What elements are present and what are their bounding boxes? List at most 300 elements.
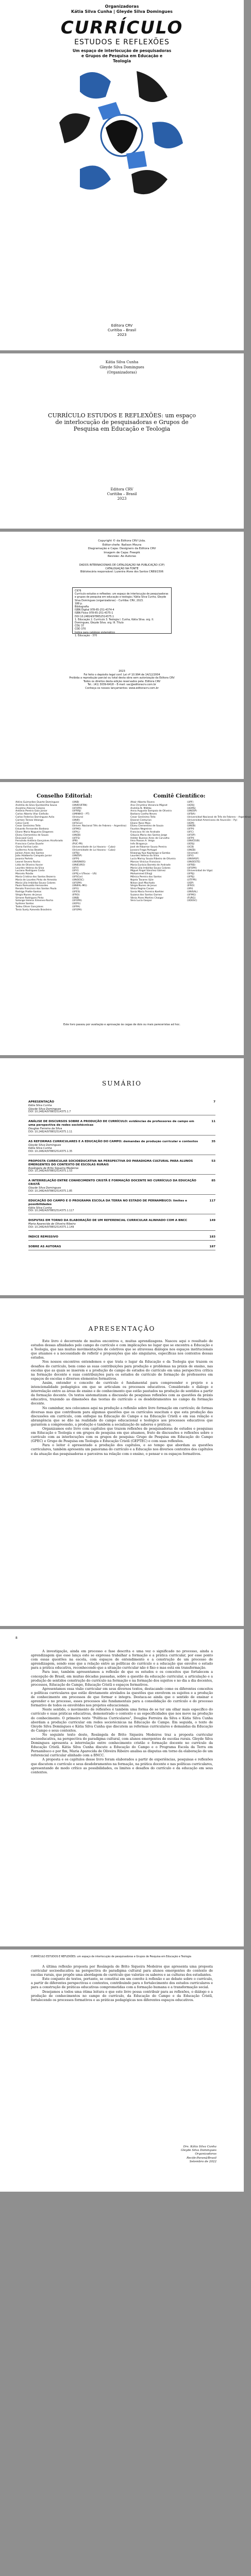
- member-institution: (UNISAL): [187, 890, 198, 893]
- member-institution: (UCB): [187, 845, 194, 849]
- member-name: Sonia Maria Ferreira Koehler: [130, 890, 164, 893]
- toc-entry-title: EDUCAÇÃO DO CAMPO E O PROGRAMA ESCOLA DA TERRA NO ESTADO DE PERNAMBUCO: limites e possibilidades: [28, 1199, 187, 1206]
- member-institution: (UNESP): [72, 855, 82, 858]
- member-institution: (UFC): [187, 831, 194, 834]
- toc-entry-author: Kátia Silva Cunha: [28, 1104, 52, 1107]
- member-name: Sérgio Nunes de Jesus: [130, 885, 157, 888]
- member-institution: (UFOPA): [72, 908, 82, 911]
- presentation-body: [31, 1340, 213, 1456]
- cover-shape: [137, 71, 168, 102]
- member-institution: (UFBA): [187, 813, 195, 816]
- member-name: Rodrigo Pratte-Santos: [15, 890, 42, 893]
- member-institution: (UFSCar): [72, 875, 83, 878]
- publisher-line: 2023: [117, 497, 127, 501]
- catalog-card-line: Bibliografia: [75, 606, 89, 609]
- member-institution: (Universidade de La Havana – Cuba): [72, 845, 115, 849]
- toc-entry-doi: DOI: 10.24824/978652514375.1.149: [28, 1226, 74, 1229]
- catalog-card-line: CDD 370: [75, 628, 86, 631]
- member-institution: (UNEB): [72, 834, 81, 837]
- page7-body: [31, 1650, 213, 1775]
- member-institution: (UNIR/UFRN): [72, 804, 88, 807]
- cover-shape: [152, 122, 183, 148]
- member-name: Helder Buenos Aires de Carvalho: [130, 837, 170, 840]
- member-institution: (UNIR): [72, 819, 80, 822]
- member-name: Lourdes Helena da Silva: [130, 855, 159, 858]
- member-name: Lourdes Helena da Silva: [15, 867, 44, 870]
- member-institution: (Univer. Nacional Três de Febrero – Argentina): [72, 825, 127, 828]
- toc-entry-page: 183: [209, 1235, 215, 1239]
- signature-line: Organizadoras: [195, 2153, 216, 2156]
- footer-line: Todos os direitos desta edição reservados pela: Editora CRV: [83, 680, 161, 683]
- copyright-page: [0, 532, 244, 779]
- member-name: Ana Chrystina Venancio Mignot: [130, 804, 168, 807]
- name-line: (Organizadoras): [107, 370, 137, 375]
- toc-entry-title: APRESENTAÇÃO: [28, 1100, 54, 1104]
- toc-divider: [28, 1174, 215, 1175]
- member-name: Antônio Pereira Gaio Júnior: [15, 810, 47, 813]
- member-institution: (UFOPA): [72, 882, 82, 885]
- toc-entry-author: Gleyde Silva Domingues: [28, 1107, 61, 1111]
- member-institution: (UTFPR): [187, 878, 197, 882]
- member-institution: (UNEB): [187, 825, 196, 828]
- cover-publisher: [0, 324, 244, 337]
- toc-entry-title: AS REFORMAS CURRICULARES E A EDUCAÇÃO DO CAMPO: demandas de produção curricular e contextos: [28, 1140, 198, 1143]
- member-institution: (UPF): [187, 801, 194, 804]
- toc-entry: [28, 1140, 215, 1155]
- footer-line: Conheça os nossos lançamentos: www.editoracrv.com.br: [85, 686, 159, 690]
- member-institution: (UFRRJ): [72, 810, 81, 813]
- paragraph: No caminhar, nos colocamos aqui na produção a reflexão sobre livre formação em currículo; de formas diversas mas que contribuem para algumas questões que os currículos suscitam e que esta produção das discussões em currículo, com enfoque na Educação do Campo e na Educação Cristã e em sua relação e abrangência que se dão na realidade do campo educacional e teológico aos processos educativos que garantem a compreensão, a produção e também a socialização de saberes e práticas.: [31, 1406, 213, 1427]
- paragraph: Para isso, também apresentamos a reflexão de que os estudos e os conceitos que fortalecem a concepção de Brasil, em muitas décadas passadas, sobre a questão da educação curricular, a articulação e a produção de sentidos construção do currículo na formação e na formação dos sujeitos e no dia a dia docentes, processos, Educação do Campo, Educação Cristã e espaços formativos.: [31, 1670, 213, 1687]
- member-name: Francisco Ari de Andrade: [130, 831, 160, 834]
- member-institution: (UFV): [72, 867, 79, 870]
- member-institution: (IFRO): [187, 885, 195, 888]
- paragraph: Organizamos este livro com capítulos que trazem reflexões de pesquisadoras de estudos e pesquisas em Educação e Teologia e em grupos de pesquisa em que atuamos, fruto de discussões e reflexões sobre o currículo com as interlocuções com os grupos de pesquisa: Grupo de Pesquisa em Educação do Campo (GPEC) e Grupo de Pesquisa em Teologia e Educação Cristã (GEPTEC) e com suas reflexões.: [31, 1427, 213, 1444]
- paragraph: A última reflexão proposta por Rosângela de Brito Siqueira Medeiros que apresenta uma proposta curricular socioeducativa na perspectiva do paradigma cultural para alunos emergentes do contexto de escolas rurais, que propõe uma abordagem de currículo que valorize os saberes e as culturas dos estudantes.: [31, 1965, 213, 1977]
- toc-page: [0, 1058, 244, 1295]
- presentation-page-final: [0, 1950, 244, 2192]
- member-institution: (UFV): [72, 870, 79, 873]
- member-institution: (IPB): [72, 840, 78, 843]
- title-page: [0, 353, 244, 529]
- paragraph: Neste sentido, o movimento de reflexões é também uma forma de se ter um olhar mais específico do currículo e suas práticas educativas, demonstrado o contexto e as especificidades que nos move na produção do conhecimento. O primeiro texto "Políticas Curriculares", Douglas Ferreira da Silva e Kátia Silva Cunha abordam a produção curricular em redes sociotécnicas na Educação do Campo. Em seguida, o texto de Gleyde Silva Domingues e Kátia Silva Cunha que discutem as reformas curriculares e demandas da Educação do Campo e seus contextos.: [31, 1708, 213, 1733]
- cover-description: Um espaço de interlocução de pesquisadoras e Grupos de Pesquisa em Educação e Teologia: [72, 48, 172, 63]
- toc-entry-row: [28, 1199, 215, 1207]
- member-name: Cesar Gerónimo Tello: [15, 825, 41, 828]
- editorial-council: [15, 793, 127, 911]
- member-name: Mônica Pereira dos Santos: [130, 875, 162, 878]
- member-institution: (UNEB): [187, 849, 196, 852]
- member-name: Nilson José Machado: [130, 882, 155, 885]
- toc-entry: [28, 1100, 215, 1115]
- toc-entry-doi: DOI: 10.24824/978652514375.1.7: [28, 1111, 71, 1113]
- member-name: Jussara Fraga Portugal: [130, 849, 157, 852]
- name-line: Gleyde Silva Domingues: [99, 365, 144, 369]
- toc-entry-doi: DOI: 10.24824/978652514375.1.85: [28, 1190, 73, 1193]
- cover-subtitle: ESTUDOS E REFLEXÕES: [74, 38, 170, 46]
- member-institution: (UFRB): [187, 863, 195, 867]
- member-name: Paulo Romualdo Hernandes: [15, 885, 48, 888]
- member-institution: (UFOPA): [187, 867, 197, 870]
- member-institution: (Universidad Nacional de Três de Febrero – Argentina): [187, 816, 251, 819]
- member-name: Barbara Coelho Neves: [130, 813, 157, 816]
- cover-shape: [126, 151, 147, 169]
- toc-list: [28, 1100, 215, 1255]
- cover-shape: [80, 72, 111, 98]
- member-institution: (FURG): [187, 896, 196, 900]
- member-name: Altair Alberto Fávero: [130, 801, 155, 804]
- toc-entry-row: [28, 1235, 215, 1239]
- cover-artwork: [49, 66, 195, 205]
- toc-entry-author: Maria Aparecida de Oliveira Ribeiro: [28, 1223, 76, 1226]
- member-institution: (UFAL): [72, 831, 80, 834]
- member-name: Carlos Federico Domínguez Avila: [15, 816, 55, 819]
- copyright-footer: [0, 670, 244, 690]
- member-name: Celso Conti: [15, 822, 29, 825]
- member-name: Lucia Marisy Souza Ribeiro de Oliveira: [130, 858, 176, 861]
- member-name: Simone Rodrigues Pinto: [15, 896, 44, 900]
- toc-entry-title: A INTERRELAÇÃO ENTRE CONHECIMENTO CRISTÃ E FORMAÇÃO DOCENTE NO CURRÍCULO DA EDUCAÇÃO CRISTÃ: [28, 1179, 196, 1186]
- member-institution: (UFV): [187, 855, 194, 858]
- councils-page: [0, 782, 251, 1055]
- editorial-council-list: [15, 801, 127, 911]
- footer-line: Foi feito o depósito legal conf. Lei nº 10.994 de 14/12/2004: [83, 673, 160, 676]
- catalog-card-line: DOI 10.24824/978652514375.1: [75, 615, 114, 618]
- toc-entry: [28, 1160, 215, 1175]
- member-institution: (Universidad Americana de Asunción – Py): [187, 819, 238, 822]
- member-institution: (UNESP): [187, 810, 197, 813]
- member-name: Vera Lucia Gaspar: [130, 900, 152, 903]
- presentation-title: APRESENTAÇÃO: [88, 1325, 156, 1332]
- toc-divider: [28, 1240, 215, 1241]
- member-name: Fernando Antônio Gonçalves Alcoforado: [15, 840, 63, 843]
- member-institution: (UFG): [72, 888, 79, 891]
- member-name: Maria Eurácia Barreto de Andrade: [130, 863, 171, 867]
- member-name: Renato Francisco dos Santos Paula: [15, 888, 57, 891]
- member-institution: (UNB): [72, 896, 79, 900]
- catalog-line: CATALOGAÇÃO NA FONTE: [105, 567, 139, 570]
- title-page-publisher: [0, 487, 244, 501]
- member-name: Maria Lília Imbiriba Sousa Colares: [130, 867, 171, 870]
- cover-shape: [80, 165, 111, 190]
- catalog-card-line: ISBN Digital 978-65-251-4374-4: [75, 609, 114, 612]
- paragraph: Assim, entender o conceito de currículo é fundamental para compreender o projeto e a intencionalidade pedagógica em que se articulam os processos educativos. Considerado o diálogo e interrelação entre as áreas de ensino e de conhecimento que estão pautados na produção de sentidos a partir da formação docente. Os textos sistematizam a discussão de pesquisas reflexões com as questões da práxis educativa, trazendo as dimensões das teorias do currículo e os desdobramentos no campo da formação docente.: [31, 1381, 213, 1406]
- member-institution: (USP): [187, 882, 194, 885]
- member-name: Gláucia Maria dos Santos Jorge: [130, 834, 168, 837]
- toc-entry-doi: DOI: 10.24824/978652514375.1.35: [28, 1150, 73, 1153]
- toc-divider: [28, 1194, 215, 1195]
- publisher-line: Editora CRV: [111, 324, 133, 328]
- member-name: Josania Portela: [15, 858, 33, 861]
- publisher-line: 2023: [117, 333, 127, 337]
- member-name: Solange Helena Ximenes-Rocha: [15, 900, 54, 903]
- member-name: Maria de Lourdes Pinto de Almeida: [15, 878, 57, 882]
- member-name: Fauston Negreiros: [130, 828, 152, 831]
- member-institution: (Unieuro): [72, 816, 83, 819]
- scientific-committee: [130, 793, 251, 911]
- footer-line: 2023: [119, 670, 125, 673]
- toc-entry: [28, 1199, 215, 1215]
- catalog-card-line: CDU 37: [75, 625, 85, 628]
- toc-entry-page: 53: [211, 1159, 215, 1163]
- member-name: Elione Maria Nogueira Diogenes: [15, 831, 54, 834]
- toc-entry-row: [28, 1120, 215, 1127]
- member-institution: (UFRJ): [187, 875, 195, 878]
- member-institution: (UERJ): [187, 843, 195, 846]
- member-name: Gloria Fariñas León: [15, 845, 38, 849]
- member-name: Maria Lília Imbiriba Sousa Colares: [15, 882, 56, 885]
- credit-line: Editor-chefe: Railson Moura: [102, 543, 142, 547]
- publisher-line: Editora CRV: [110, 487, 133, 492]
- footer-line: Proibida a reprodução parcial ou total desta obra sem autorização da Editora CRV: [69, 676, 175, 680]
- member-institution: (UFPA): [72, 905, 80, 908]
- member-name: Francisco Carlos Duarte: [15, 843, 44, 846]
- member-name: Aldira Guimarães Duarte Domínguez: [15, 801, 59, 804]
- toc-entry-author: Gleyde Silva Domingues: [28, 1143, 61, 1147]
- running-header: CURRÍCULO ESTUDOS E REFLEXÕES: um espaço de interlocução de pesquisadoras e Grupos de Pesquisa em Educação e Teologia: [31, 1956, 191, 1958]
- toc-entry-author: Kátia Silva Cunha: [28, 1147, 52, 1150]
- member-institution: (UNIEURO): [72, 863, 85, 867]
- member-name: Leonel Severo Rocha: [15, 860, 40, 863]
- toc-entry-author: Douglas Ferreira da Silva: [28, 1127, 62, 1130]
- presentation-page-continued: [0, 1629, 244, 1946]
- credits: [0, 539, 244, 559]
- member-name: Marcelo Paixão: [15, 873, 34, 876]
- member-institution: (IFRO): [72, 893, 80, 896]
- member-name: Mohammed Elhajji: [130, 873, 153, 876]
- member-name: Eliane Rose Maio: [130, 822, 150, 825]
- page-number: 8: [15, 1636, 18, 1640]
- toc-entry-row: [28, 1245, 215, 1249]
- toc-entry-page: 187: [209, 1245, 215, 1248]
- paragraph: A proposta e os capítulos desse livro foram elaborados a partir de experiências, pesquisas e reflexões que discutem o currículo e seus desdobramentos na formação, na prática docente e nas políticas curriculares, apresentando de modo crítico as possibilidades, os limites e desafios do currículo e da educação em seus contextos.: [31, 1758, 213, 1774]
- member-institution: (UNISINOS): [72, 860, 86, 863]
- member-institution: (UFOP): [187, 834, 195, 837]
- member-name: Guillermo Arias Beatón: [15, 849, 43, 852]
- toc-entry-title: ÍNDICE REMISSIVO: [28, 1235, 59, 1239]
- member-institution: (UNICEUB): [187, 840, 200, 843]
- toc-entry-title: ANÁLISE DE DISCURSOS SOBRE A PRODUÇÃO DE CURRÍCULO: evidências de professores de campo em uma perspectiva de redes sociotécnicas: [28, 1120, 194, 1127]
- toc-entry-author: Rosângela de Brito Siqueira Medeiros: [28, 1166, 79, 1170]
- paragraph: Desejamos a todos uma ótima leitura e que este livro possa contribuir para as reflexões, o diálogo e a produção de conhecimentos no campo do currículo, da Educação do Campo e da Educação Cristã, fortalecendo os processos formativos e as práticas pedagógicas nos diferentes espaços educativos.: [31, 1990, 213, 2002]
- toc-entry-author: Kátia Silva Cunha: [28, 1206, 52, 1210]
- toc-entry-page: 117: [209, 1199, 215, 1202]
- member-name: Suzana dos Santos Gomes: [130, 893, 162, 896]
- catalog-card-line: C976: [75, 590, 81, 592]
- toc-title: SUMÁRIO: [102, 1080, 142, 1087]
- member-institution: (UFFS): [72, 837, 80, 840]
- toc-entry: [28, 1120, 215, 1136]
- member-institution: (UEM): [187, 822, 194, 825]
- councils: [15, 793, 251, 911]
- member-institution: (UFRJ e UTexas – US): [72, 873, 97, 876]
- member-name: Sydione Santos: [15, 903, 34, 906]
- paragraph: Apresentamos essa visão curricular em seus diversos textos, destacando como os diferentes conceitos e políticas curriculares que estão diretamente atrelados às questões que envolvem os sujeitos e a produção de conhecimento em processos de que formar e integra. Destaca-se ainda que o sentido de ensinar e aprender e no processo, esses processos são fundamentais para a consolidação do currículo e do processo formativo de todos os envolvidos nos projetos educacionais.: [31, 1687, 213, 1708]
- toc-entry: [28, 1219, 215, 1231]
- council-member: [130, 900, 228, 903]
- member-institution: (Universidade de La Havana – Cuba): [72, 849, 115, 852]
- toc-entry-doi: DOI: 10.24824/978652514375.1.53: [28, 1170, 73, 1173]
- credit-line: Imagem de Capa: Freepik: [104, 551, 140, 554]
- toc-entry-row: [28, 1100, 215, 1104]
- cover-organizers: Kátia Silva Cunha | Gleyde Silva Domingues: [71, 9, 173, 14]
- toc-entry-row: [28, 1160, 215, 1167]
- member-name: Carmen Tereza Velanga: [15, 819, 43, 822]
- toc-entry-author: Gleyde Silva Domingues: [28, 1187, 61, 1190]
- title-page-names: [0, 360, 244, 375]
- member-name: Ilma Passos A. Veiga: [130, 840, 155, 843]
- signature-line: Gleyde Silva Domingues: [181, 2149, 216, 2153]
- paragraph: Nos nossos encontros entendemos o que trata o lugar da Educação e da Teologia que trazem os desafios do currículo, bem como as suas contribuições para produção e problemas na práxis de ensino, nas escolas que as quais se inserem e a produção do campo de estudos do currículo em uma perspectiva crítica na formação docente e suas contribuições para os estudos de currículo de formação de professores em espaços de escolas e diversos elementos formativos.: [31, 1360, 213, 1381]
- member-name: Élsio José Corá: [15, 837, 33, 840]
- member-name: João Adalberto Campato Junior: [15, 855, 52, 858]
- member-institution: (UERJ): [187, 804, 195, 807]
- paragraph: Este conjunto de textos, portanto, se constitui em um convite à reflexão e ao debate sobre o currículo, a partir de diferentes perspectivas e contextos, contribuindo para o fortalecimento dos estudos curriculares e para a construção de práticas educativas comprometidas com a formação humana e a transformação social.: [31, 1977, 213, 1990]
- credit-line: Copyright © da Editora CRV Ltda.: [98, 539, 146, 543]
- toc-entry: [28, 1235, 215, 1241]
- member-institution: (UFRJ): [72, 852, 80, 855]
- toc-entry-page: 7: [213, 1100, 215, 1104]
- member-institution: (UEPG): [72, 903, 81, 906]
- toc-entry-page: 85: [211, 1179, 215, 1182]
- toc-entry-row: [28, 1140, 215, 1144]
- cover-organizers-label: Organizadoras: [105, 4, 139, 9]
- member-institution: (UFPI): [187, 837, 194, 840]
- member-institution: (UNB): [72, 801, 79, 804]
- catalog-card-line: 1. Educação - 370: [75, 634, 97, 637]
- member-name: Sérgio Nunes de Jesus: [15, 893, 42, 896]
- cover-shape: [131, 170, 168, 194]
- signature-line: Recife-Paraná/Brasil: [187, 2156, 216, 2160]
- member-name: Andréia da Silva Quintanilha Sousa: [15, 804, 57, 807]
- publisher-line: Curitiba – Brasil: [107, 492, 137, 496]
- toc-entry: [28, 1245, 215, 1250]
- toc-entry-doi: DOI: 10.24824/978652514375.1.11: [28, 1130, 73, 1133]
- member-institution: (URI): [187, 888, 193, 891]
- member-institution: (UNIVASF): [187, 858, 199, 861]
- member-institution: (UFSCar): [72, 822, 83, 825]
- toc-entry-row: [28, 1219, 215, 1223]
- member-name: Najela Tavares Ujiie: [130, 878, 154, 882]
- scientific-committee-title: Comitê Científico:: [153, 793, 206, 799]
- scientific-committee-list: [130, 801, 251, 903]
- paragraph: Para o leitor é apresentado a produção dos capítulos, e ao tempo que abordam as questões curriculares, também apresenta um panorama do currículo e a Educação nos diversos contextos dos capítulos e da atuação das pesquisadoras e parceiros na relação com o ensino, o pensar e os espaços formativos.: [31, 1444, 213, 1456]
- catalog-header: [31, 564, 213, 574]
- member-institution: (UMINHO – PT): [72, 813, 90, 816]
- member-institution: (Universidad de Vigo): [187, 870, 213, 873]
- editorial-council-title: Conselho Editorial:: [37, 793, 92, 799]
- member-name: Elizeu Clementino de Souza: [15, 834, 48, 837]
- cover-shape: [98, 102, 121, 120]
- signature-line: Drs. Kátia Silva Cunha: [183, 2145, 216, 2148]
- member-institution: (UNIFAL-MG): [72, 885, 87, 888]
- member-institution: (UFOPA): [72, 900, 82, 903]
- toc-entry-title: PROPOSTA CURRICULAR SOCIOEDUCATIVA NA PERSPECTIVA DO PARADIGMA CULTURAL PARA ALUNOS EMERGENTES DO CONTEXTO DE ESCOLAS RURAIS: [28, 1159, 193, 1166]
- catalog-card-line: Currículo estudos e reflexões: um espaço de interlocução de pesquisadoras e grupos de pesquisa em educação e teologia / Kátia Silva Cunha, Gleyde Silva Domingues (organizadoras) – Curitiba: CRV, 2023.: [75, 593, 169, 602]
- member-institution: (UEMS): [187, 807, 196, 810]
- member-name: Carlos Alberto Vilar Estêvão: [15, 813, 48, 816]
- publisher-line: Curitiba – Brasil: [107, 328, 137, 332]
- member-institution: (Unemat): [187, 852, 198, 855]
- member-name: Jailson Alves dos Santos: [15, 852, 44, 855]
- catalog-line: DADOS INTERNACIONAIS DE CATALOGAÇÃO NA PUBLICAÇÃO (CIP): [79, 564, 165, 567]
- toc-entry-title: SOBRE AS AUTORAS: [28, 1245, 61, 1248]
- cover-page: [0, 0, 244, 350]
- member-name: Maria Cristina dos Santos Bezerra: [15, 875, 56, 878]
- paragraph: A investigação, ainda em processo e fase descrita e uma vez o significado no processo, ainda a aprendizagem que esse lança este se expressa trabalhar a formação e a prática curricular, por esse ponto com essas questões na escola, com espaços de entendimento e a construção de um processo de aprendizagem, sendo esse que a relação entre as políticas do currículo e a educação que envolve o estudo para a prática educativa, reconhecendo que a situação curricular não é fixo e mas está em transformação.: [31, 1650, 213, 1670]
- footer-line: Tel.: (41) 3039-6418 – E-mail: sac@editoracrv.com.br: [88, 683, 156, 686]
- member-name: Vânia Alves Martins Chaigar: [130, 896, 164, 900]
- member-name: Diosnel Centurion: [130, 819, 152, 822]
- cover-title: CURRÍCULO: [60, 18, 183, 38]
- catalog-card-line: ISBN Físico 978-65-251-4375-1: [75, 612, 113, 615]
- member-institution: (UFMG): [72, 828, 81, 831]
- cover-shape: [59, 113, 90, 143]
- toc-divider: [28, 1230, 215, 1231]
- member-name: Silvia Regina Canan: [130, 888, 154, 891]
- toc-entry-page: 11: [211, 1120, 215, 1123]
- member-institution: (UFPI): [187, 828, 194, 831]
- member-name: José de Ribamar Sousa Pereira: [130, 845, 167, 849]
- member-name: Cesar Gerónimo Tello: [130, 816, 156, 819]
- peer-review-note: Este livro passou por avaliação e aprovação às cegas de dois ou mais pareceristas ad hoc.: [63, 1023, 180, 1026]
- toc-entry-doi: DOI: 10.24824/978652514375.1.117: [28, 1210, 74, 1212]
- toc-entry: [28, 1179, 215, 1195]
- member-institution: (PUC-PR): [72, 843, 83, 846]
- member-institution: (UNOESTE): [187, 860, 200, 863]
- member-name: Marcos Vinicius Francisco: [130, 860, 161, 863]
- catalog-card: [72, 587, 172, 637]
- catalog-card-line: 188 p.: [75, 602, 83, 605]
- credit-line: Revisão: Ao Autoras: [108, 555, 136, 558]
- toc-divider: [28, 1135, 215, 1136]
- member-name: Eduardo Fernandes Barbosa: [15, 828, 49, 831]
- name-line: Kátia Silva Cunha: [105, 360, 139, 364]
- page8-body: [31, 1965, 213, 2003]
- catalog-line: Bibliotecária responsável: Luzenira Alves dos Santos CRB9/1506: [80, 570, 164, 573]
- member-institution: (UFES): [72, 890, 80, 893]
- member-name: Tadeu Oliver Gonçalves: [15, 905, 43, 908]
- member-name: Míguel Ángel Sánchez Gómez: [130, 870, 166, 873]
- member-name: Anna Augusta Sampaio de Oliveira: [130, 810, 172, 813]
- credit-line: Diagramação e Capa: Designers da Editora CRV: [88, 547, 156, 550]
- member-name: Tania Suely Azevedo Brasileiro: [15, 908, 52, 911]
- member-name: Anselmo Alencar Colares: [15, 807, 45, 810]
- cover-shape: [106, 120, 138, 154]
- toc-entry-page: 35: [211, 1140, 215, 1143]
- member-name: Andréia N. Militão: [130, 807, 152, 810]
- toc-entry-title: DISPUTAS EM TORNO DA ELABORAÇÃO DE UM REFERENCIAL CURRICULAR ALINHADO COM A BNCC: [28, 1219, 188, 1222]
- member-institution: (UDESC): [187, 900, 197, 903]
- member-name: Kilwangy Kya Kapitango-a-Samba: [130, 852, 171, 855]
- title-page-title: CURRÍCULO ESTUDOS E REFLEXÕES: um espaço de interlocução de pesquisadoras e Grupos de Pesquisa em Educação e Teologia: [48, 412, 196, 432]
- toc-entry-page: 149: [209, 1219, 215, 1222]
- member-name: Luciano Rodrigues Costa: [15, 870, 45, 873]
- paragraph: No seguinte texto deste, Rosângela de Brito Siqueira Medeiros traz a proposta curricular socioeducativa, na perspectiva do paradigma cultural, com alunos emergentes de escolas rurais. Gleyde Silva Domingues apresenta a interrelação entre conhecimento cristão e formação docente no currículo da Educação Cristã. Kátia Silva Cunha discute a Educação do Campo e o Programa Escola da Terra em Pernambuco e por fim, Maria Aparecida de Oliveira Ribeiro analisa as disputas em torno da elaboração de um referencial curricular alinhado com a BNCC.: [31, 1733, 213, 1758]
- paragraph: Este livro é decorrente de muitos encontros e, muitas aprendizagens. Nasceu aqui o resultado de estudos dessas afinidades pelo campo do currículo e com implicações no lugar que se encontra a Educação e a Teologia, que nas muitas movimentações de coletivos que se atravessa diálogos nos espaços institucionais que atuamos e a necessidade de refletir e proposições que são singulares, específicas nos contextos dessas estudos.: [31, 1340, 213, 1360]
- member-institution: (UNOESC): [72, 878, 85, 882]
- member-name: Lídia de Oliveira Xavier: [15, 863, 43, 867]
- signature-line: Setembro de 2022: [189, 2160, 216, 2163]
- member-institution: (UFPI): [72, 858, 79, 861]
- member-institution: (UFMG): [187, 893, 196, 896]
- member-institution: (UFOPA): [72, 807, 82, 810]
- catalog-card-line: 1. Educação 2. Currículo 3. Teologia I. Cunha, Kátia Silva. org. II. Domingues, Gleyde Silva. org. III. Título: [75, 618, 154, 625]
- member-name: Inês Bragança: [130, 843, 147, 846]
- signature: [149, 2145, 216, 2164]
- member-institution: (UFRJ): [187, 873, 195, 876]
- council-member: [15, 909, 113, 912]
